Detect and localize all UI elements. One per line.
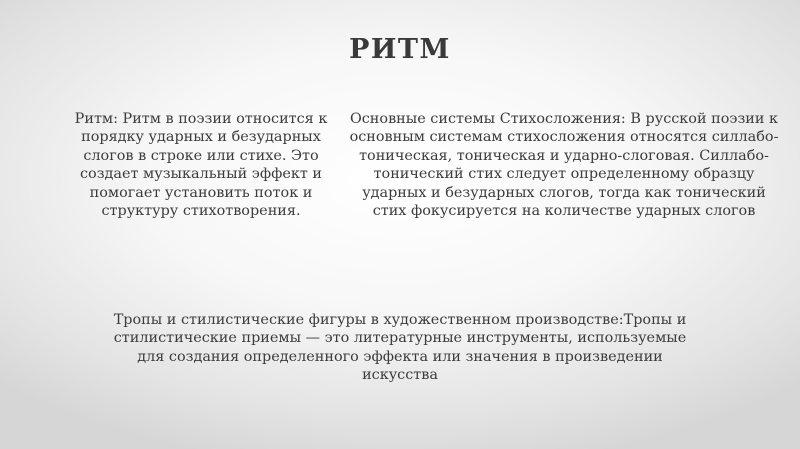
rhythm-definition-text: Ритм: Ритм в поэзии относится к порядку ударных и безударных слогов в строке или стихе. Это создает музыкальный эффект и помогает установить поток и структуру стихотворения.	[74, 111, 328, 220]
versification-systems-text: Основные системы Стихосложения: В русской поэзии к основным системам стихосложения относятся силлабо-тоническая, тоническая и ударно-слоговая. Силлабо-тонический стих следует определенному образцу ударных и безударных слогов, тогда как тонический стих фокусируется на количестве ударных слогов	[349, 111, 779, 220]
tropes-figures-text: Тропы и стилистические фигуры в художественном производстве:Тропы и стилистические приемы — это литературные инструменты, используемые для создания определенного эффекта или значения в произведении искусства	[113, 312, 687, 384]
slide-title: РИТМ	[349, 34, 451, 65]
